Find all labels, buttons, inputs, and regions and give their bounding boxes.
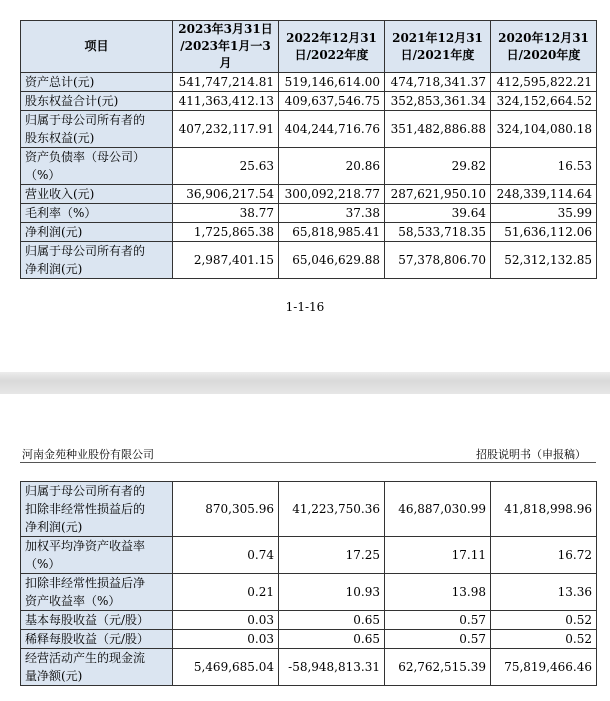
cell-value: 39.64 xyxy=(385,204,491,223)
row-label-line: 资产总计(元) xyxy=(25,75,95,89)
table-row xyxy=(21,482,597,537)
cell-value: 37.38 xyxy=(279,204,385,223)
cell-value: 412,595,822.21 xyxy=(491,73,597,92)
cell-value: 20.86 xyxy=(279,148,385,185)
row-label-line: 归属于母公司所有者的 xyxy=(25,244,146,258)
cell-value: 16.72 xyxy=(491,537,597,574)
table-row xyxy=(21,242,597,279)
row-label-line: 营业收入(元) xyxy=(25,187,95,201)
header-col-4: 2020年12月31 日/2020年度 xyxy=(491,21,597,73)
row-label xyxy=(21,537,173,574)
cell-value: 13.98 xyxy=(385,574,491,611)
cell-value: 36,906,217.54 xyxy=(173,185,279,204)
row-label xyxy=(21,111,173,148)
table-row xyxy=(21,649,597,686)
cell-value: 404,244,716.76 xyxy=(279,111,385,148)
cell-value: 0.57 xyxy=(385,630,491,649)
cell-value: 0.65 xyxy=(279,611,385,630)
row-label-line: 净利润(元) xyxy=(25,225,83,239)
row-label xyxy=(21,92,173,111)
cell-value: 0.65 xyxy=(279,630,385,649)
cell-value: 29.82 xyxy=(385,148,491,185)
cell-value: 35.99 xyxy=(491,204,597,223)
cell-value: 75,819,466.46 xyxy=(491,649,597,686)
cell-value: 10.93 xyxy=(279,574,385,611)
table-row xyxy=(21,537,597,574)
cell-value: 870,305.96 xyxy=(173,482,279,537)
cell-value: 41,223,750.36 xyxy=(279,482,385,537)
row-label xyxy=(21,223,173,242)
row-label-line: 资产收益率（%） xyxy=(25,594,121,608)
row-label-line: （%） xyxy=(25,168,61,182)
cell-value: 300,092,218.77 xyxy=(279,185,385,204)
cell-value: 17.11 xyxy=(385,537,491,574)
page-number: 1-1-16 xyxy=(285,300,325,314)
table-row xyxy=(21,111,597,148)
cell-value: 65,046,629.88 xyxy=(279,242,385,279)
cell-value: 0.74 xyxy=(173,537,279,574)
cell-value: 51,636,112.06 xyxy=(491,223,597,242)
cell-value: 2,987,401.15 xyxy=(173,242,279,279)
cell-value: 46,887,030.99 xyxy=(385,482,491,537)
header-col-3: 2021年12月31 日/2021年度 xyxy=(385,21,491,73)
table-row xyxy=(21,223,597,242)
row-label-line: 基本每股收益（元/股） xyxy=(25,613,150,627)
table-header-row xyxy=(21,21,597,73)
cell-value: 541,747,214.81 xyxy=(173,73,279,92)
cell-value: -58,948,813.31 xyxy=(279,649,385,686)
row-label-line: 经营活动产生的现金流 xyxy=(25,651,146,665)
row-label xyxy=(21,185,173,204)
header-col-1: 2023年3月31日 /2023年1月一3月 xyxy=(173,21,279,73)
cell-value: 57,378,806.70 xyxy=(385,242,491,279)
row-label xyxy=(21,649,173,686)
financial-summary-table-continued xyxy=(20,481,597,686)
row-label-line: 股东权益(元) xyxy=(25,131,95,145)
document-page-2 xyxy=(0,394,610,701)
header-rule xyxy=(20,462,596,463)
cell-value: 0.52 xyxy=(491,611,597,630)
row-label-line: 股东权益合计(元) xyxy=(25,94,119,108)
table-row xyxy=(21,574,597,611)
row-label-line: 净利润(元) xyxy=(25,520,83,534)
cell-value: 0.57 xyxy=(385,611,491,630)
cell-value: 351,482,886.88 xyxy=(385,111,491,148)
row-label-line: 稀释每股收益（元/股） xyxy=(25,632,150,646)
row-label xyxy=(21,73,173,92)
financial-summary-table xyxy=(20,20,597,279)
table-row xyxy=(21,185,597,204)
cell-value: 41,818,998.96 xyxy=(491,482,597,537)
cell-value: 324,104,080.18 xyxy=(491,111,597,148)
row-label-line: 毛利率（%） xyxy=(25,206,97,220)
row-label xyxy=(21,611,173,630)
cell-value: 1,725,865.38 xyxy=(173,223,279,242)
document-title: 招股说明书（申报稿） xyxy=(476,448,586,461)
cell-value: 407,232,117.91 xyxy=(173,111,279,148)
row-label-line: 归属于母公司所有者的 xyxy=(25,113,146,127)
cell-value: 519,146,614.00 xyxy=(279,73,385,92)
cell-value: 409,637,546.75 xyxy=(279,92,385,111)
row-label-line: 归属于母公司所有者的 xyxy=(25,484,146,498)
cell-value: 0.03 xyxy=(173,611,279,630)
row-label-line: 扣除非经常性损益后净 xyxy=(25,576,146,590)
cell-value: 52,312,132.85 xyxy=(491,242,597,279)
cell-value: 25.63 xyxy=(173,148,279,185)
row-label xyxy=(21,242,173,279)
cell-value: 287,621,950.10 xyxy=(385,185,491,204)
cell-value: 0.03 xyxy=(173,630,279,649)
cell-value: 0.52 xyxy=(491,630,597,649)
row-label xyxy=(21,630,173,649)
row-label xyxy=(21,574,173,611)
cell-value: 65,818,985.41 xyxy=(279,223,385,242)
cell-value: 474,718,341.37 xyxy=(385,73,491,92)
company-name: 河南金苑种业股份有限公司 xyxy=(22,448,154,461)
table-row xyxy=(21,204,597,223)
header-col-2: 2022年12月31 日/2022年度 xyxy=(279,21,385,73)
row-label-line: 资产负债率（母公司） xyxy=(25,150,146,164)
cell-value: 13.36 xyxy=(491,574,597,611)
cell-value: 38.77 xyxy=(173,204,279,223)
table-row xyxy=(21,630,597,649)
row-label xyxy=(21,482,173,537)
table-row xyxy=(21,148,597,185)
cell-value: 17.25 xyxy=(279,537,385,574)
cell-value: 324,152,664.52 xyxy=(491,92,597,111)
row-label-line: 净利润(元) xyxy=(25,262,83,276)
cell-value: 62,762,515.39 xyxy=(385,649,491,686)
row-label-line: 扣除非经常性损益后的 xyxy=(25,502,146,516)
row-label-line: 加权平均净资产收益率 xyxy=(25,539,146,553)
row-label xyxy=(21,148,173,185)
header-item: 项目 xyxy=(21,21,173,73)
table-row xyxy=(21,92,597,111)
cell-value: 58,533,718.35 xyxy=(385,223,491,242)
page-separator xyxy=(0,372,610,394)
cell-value: 352,853,361.34 xyxy=(385,92,491,111)
cell-value: 248,339,114.64 xyxy=(491,185,597,204)
cell-value: 16.53 xyxy=(491,148,597,185)
row-label-line: （%） xyxy=(25,557,61,571)
row-label-line: 量净额(元) xyxy=(25,669,83,683)
table-row xyxy=(21,73,597,92)
table-row xyxy=(21,611,597,630)
cell-value: 0.21 xyxy=(173,574,279,611)
row-label xyxy=(21,204,173,223)
cell-value: 411,363,412.13 xyxy=(173,92,279,111)
cell-value: 5,469,685.04 xyxy=(173,649,279,686)
